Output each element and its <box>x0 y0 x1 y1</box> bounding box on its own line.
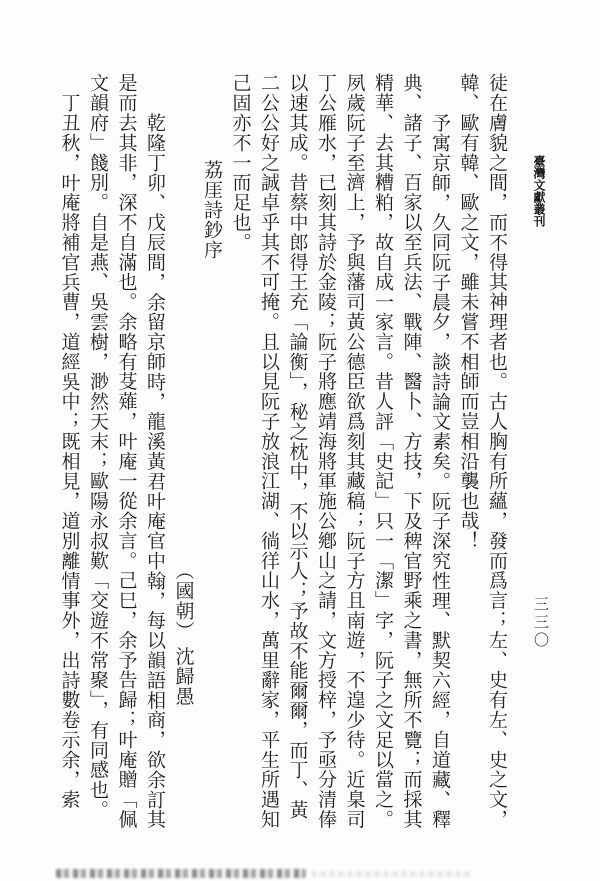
page-bottom-scan-artifact <box>56 869 306 878</box>
text-column: 夙歲阮子至濟上，予與藩司黃公德臣欲爲刻其藏稿；阮子方且南遊，不遑少待。近臬司 <box>343 73 365 830</box>
page-number: 三三〇 <box>532 596 548 650</box>
text-column: 精華、去其糟粕，故自成一家言。昔人評「史記」只一「潔」字，阮子之文足以當之。 <box>372 73 393 830</box>
text-column: 文韻府」餞別。自是燕、吳雲樹，渺然天末；歐陽永叔歎「交遊不常聚」，有同感也。 <box>87 73 108 820</box>
text-column: 丁丑秋，叶庵將補官兵曹，道經吳中；既相見，道別離情事外，出詩數卷示余，索 <box>58 93 80 810</box>
page-bottom-scan-artifact-faint <box>312 871 472 877</box>
series-title: 臺灣文獻叢刊 <box>532 155 546 227</box>
text-column: 典、諸子、百家以至兵法、戰陣、醫卜、方技，下及稗官野乘之書，無所不覽；而採其 <box>400 73 422 830</box>
text-column: 二公公好之誠卓乎其不可掩。且以見阮子放浪江湖、徜徉山水，萬里辭家，平生所遇知 <box>258 73 279 830</box>
text-column: 丁公雁水，已刻其詩於金陵；阮子將應靖海將軍施公鄕山之請，文方授梓，予亟分清俸 <box>315 73 336 830</box>
text-column: 予寓京師，久同阮子晨夕，談詩論文素矣。阮子深究性理、默契六經，自道藏、釋 <box>429 113 450 830</box>
text-column: 韓、歐有韓、歐之文，雖未嘗不相師而豈相沿襲也哉！ <box>457 73 479 551</box>
vertical-text-block <box>52 73 510 835</box>
text-column: 己固亦不一而足也。 <box>229 73 251 253</box>
section-title: 荔厓詩鈔序 <box>201 160 222 260</box>
text-column: 徒在膚貌之間，而不得其神理者也。古人胸有所蘊，發而爲言；左、史有左、史之文， <box>486 73 507 830</box>
author-attribution: （國朝） 沈歸愚 <box>172 561 194 706</box>
text-column: 以速其成。昔蔡中郎得王充「論衡」，秘之枕中，不以示人；予故不能爾爾，而丁、黃 <box>286 73 308 820</box>
text-column: 是而去其非，深不自滿也。余略有芟薙，叶庵一從余言。己巳，余予告歸；叶庵贈「佩 <box>115 73 137 830</box>
text-column: 乾隆丁卯、戊辰間，余留京師時，龍溪黃君叶庵官中翰，每以韻語相商，欲余訂其 <box>144 113 165 830</box>
